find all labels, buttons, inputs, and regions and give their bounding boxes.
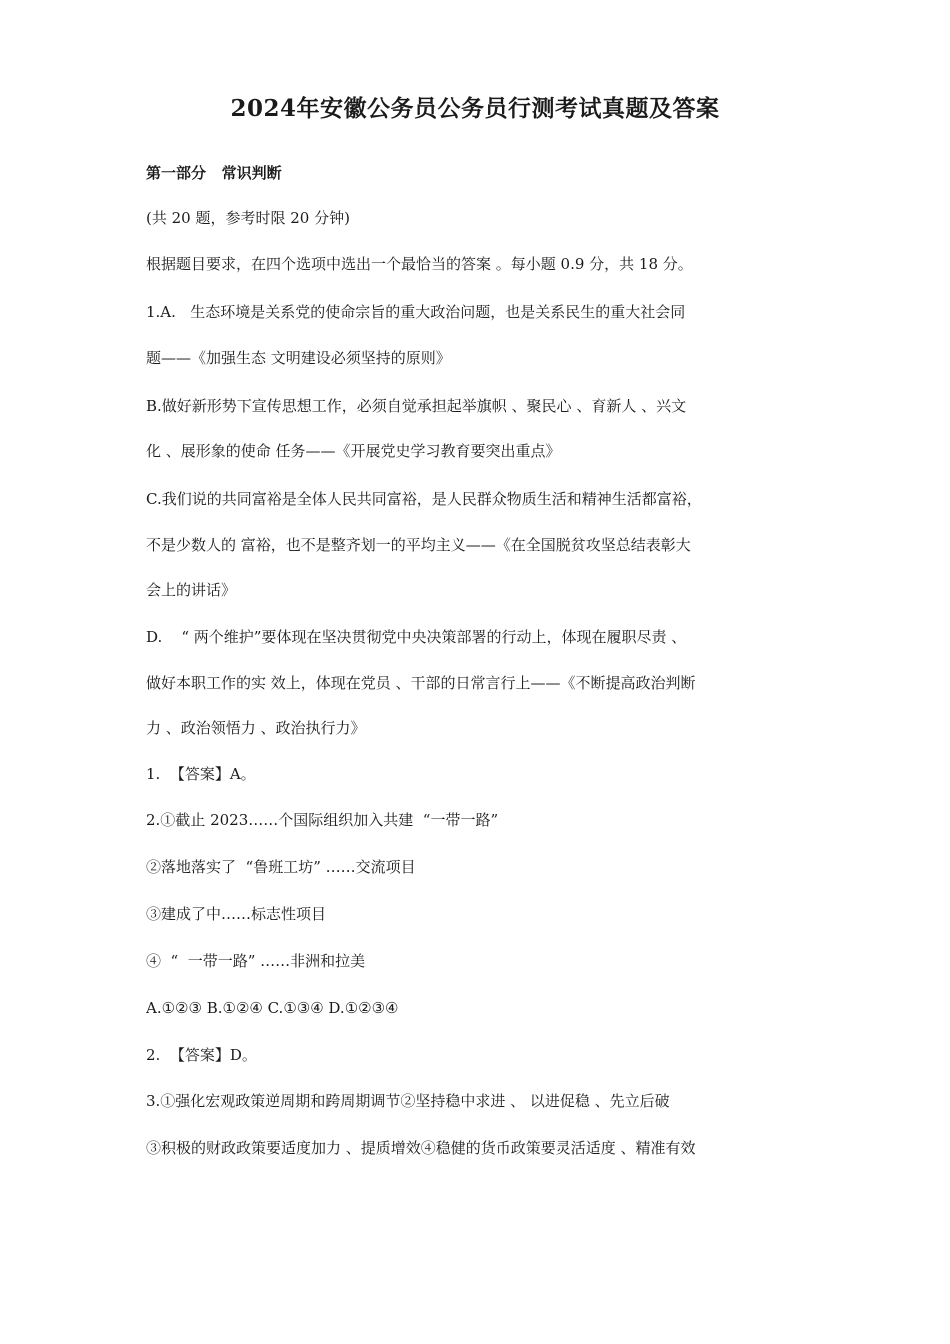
text-line: ③积极的财政政策要适度加力 、提质增效④稳健的货币政策要灵活适度 、精准有效	[146, 1139, 696, 1157]
text-line: A.①②③ B.①②④ C.①③④ D.①②③④	[146, 999, 399, 1017]
text-line: ③建成了中……标志性项目	[146, 905, 327, 923]
text-line: 化 、展形象的使命 任务——《开展党史学习教育要突出重点》	[146, 442, 561, 460]
text-line: B.做好新形势下宣传思想工作，必须自觉承担起举旗帜 、聚民心 、育新人 、兴文	[146, 397, 687, 415]
text-line: 2.①截止 2023……个国际组织加入共建 “一带一路”	[146, 811, 499, 829]
document-title: 2024年安徽公务员公务员行测考试真题及答案	[230, 95, 720, 122]
text-line: 题——《加强生态 文明建设必须坚持的原则》	[146, 349, 451, 367]
section-title: 第一部分 常识判断	[146, 164, 282, 182]
text-line: 力 、政治领悟力 、政治执行力》	[146, 719, 366, 737]
text-line: (共 20 题，参考时限 20 分钟)	[146, 209, 350, 227]
text-line: 2. 【答案】D。	[146, 1046, 257, 1064]
text-line: 根据题目要求，在四个选项中选出一个最恰当的答案 。每小题 0.9 分，共 18 分。	[146, 255, 693, 273]
text-line: C.我们说的共同富裕是全体人民共同富裕，是人民群众物质生活和精神生活都富裕，	[146, 490, 702, 508]
text-line: 1. 【答案】A。	[146, 765, 256, 783]
text-line: 不是少数人的 富裕，也不是整齐划一的平均主义——《在全国脱贫攻坚总结表彰大	[146, 536, 691, 554]
text-line: 做好本职工作的实 效上，体现在党员 、干部的日常言行上——《不断提高政治判断	[146, 674, 696, 692]
text-line: D. “ 两个维护”要体现在坚决贯彻党中央决策部署的行动上，体现在履职尽责 、	[146, 628, 687, 646]
text-line: ④ “ 一带一路” ……非洲和拉美	[146, 952, 366, 970]
text-line: 1.A. 生态环境是关系党的使命宗旨的重大政治问题，也是关系民生的重大社会同	[146, 303, 686, 321]
text-line: ②落地落实了 “鲁班工坊” ……交流项目	[146, 858, 416, 876]
text-line: 3.①强化宏观政策逆周期和跨周期调节②坚持稳中求进 、 以进促稳 、先立后破	[146, 1092, 670, 1110]
text-line: 会上的讲话》	[146, 581, 237, 599]
